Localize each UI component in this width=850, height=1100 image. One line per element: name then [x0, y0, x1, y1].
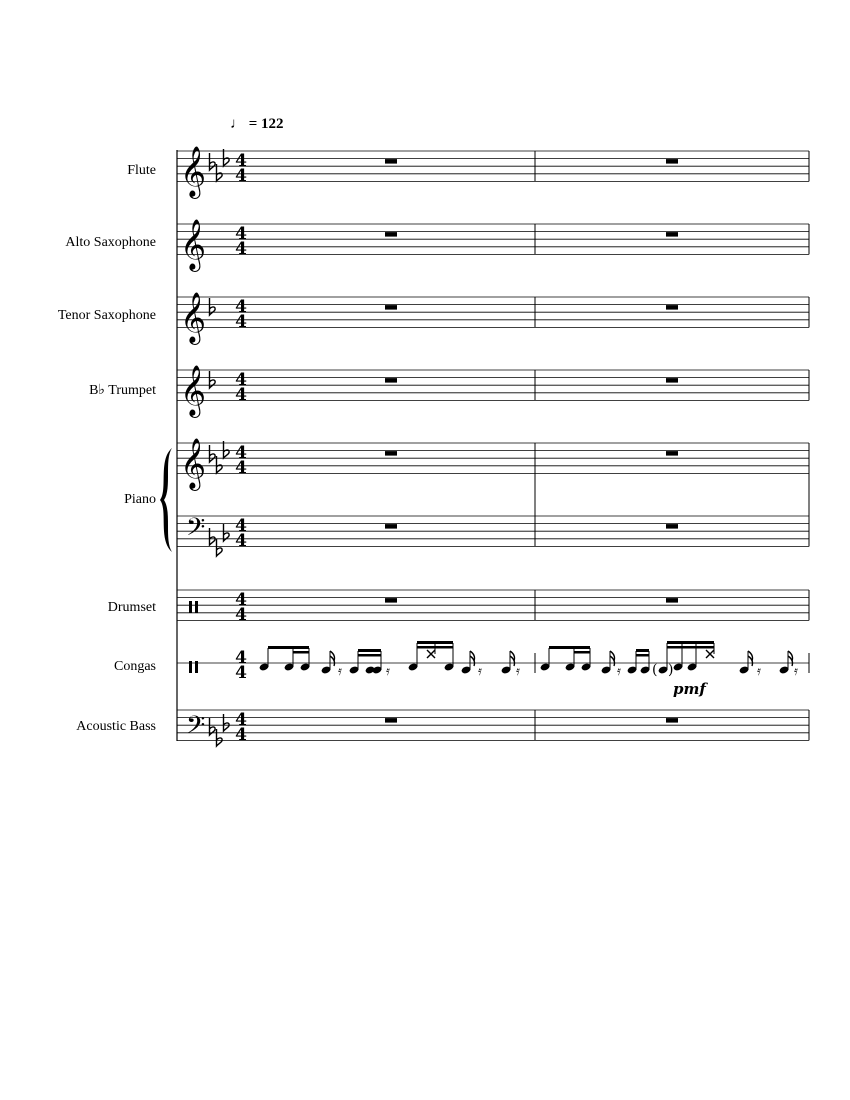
- percussion-clefs: [189, 601, 198, 673]
- quarter-note-icon: ♩: [230, 116, 245, 132]
- time-signature-numerator: 4: [235, 370, 247, 390]
- whole-rest: [385, 305, 397, 310]
- time-signature-denominator: 4: [235, 605, 247, 625]
- time-signature-numerator: 4: [235, 224, 247, 244]
- congas-measure-2: [540, 641, 798, 679]
- piano-brace: [160, 448, 172, 552]
- time-signature-numerator: 4: [235, 151, 247, 171]
- whole-rests: [385, 159, 678, 723]
- key-signatures: [210, 149, 230, 746]
- time-signature-denominator: 4: [235, 725, 247, 745]
- svg-text:𝄿: 𝄿: [386, 664, 390, 679]
- svg-text:𝄿: 𝄿: [794, 664, 798, 679]
- time-signature-denominator: 4: [235, 663, 247, 683]
- label-acoustic-bass: Acoustic Bass: [76, 719, 156, 734]
- percussion-clef-icon: [189, 661, 192, 673]
- treble-clef-icon: 𝄞: [180, 292, 207, 343]
- bass-clef-icon: 𝄢: [186, 711, 206, 746]
- svg-text:(: (: [652, 662, 658, 678]
- time-signature-denominator: 4: [235, 312, 247, 332]
- label-alto-saxophone: Alto Saxophone: [65, 235, 156, 250]
- time-signature-denominator: 4: [235, 385, 247, 405]
- time-signature-numerator: 4: [235, 516, 247, 536]
- label-flute: Flute: [127, 163, 156, 178]
- whole-rest: [385, 451, 397, 456]
- time-signature-denominator: 4: [235, 458, 247, 478]
- whole-rest: [385, 524, 397, 529]
- bass-clef-icon: 𝄢: [186, 513, 206, 548]
- svg-text:𝄿: 𝄿: [338, 664, 342, 679]
- dynamic-marking: pmf: [673, 680, 706, 698]
- whole-rest: [666, 159, 678, 164]
- whole-rest: [385, 378, 397, 383]
- svg-text:𝄿: 𝄿: [617, 664, 621, 679]
- whole-rest: [666, 451, 678, 456]
- congas-measure-1: [259, 641, 520, 679]
- treble-clef-icon: 𝄞: [180, 365, 207, 416]
- svg-text:𝄿: 𝄿: [757, 664, 761, 679]
- svg-text:𝄿: 𝄿: [478, 664, 482, 679]
- whole-rest: [666, 232, 678, 237]
- label-trumpet: B♭ Trumpet: [89, 383, 156, 398]
- percussion-clef-icon: [189, 601, 192, 613]
- whole-rest: [666, 598, 678, 603]
- time-signature-denominator: 4: [235, 531, 247, 551]
- whole-rest: [666, 718, 678, 723]
- whole-rest: [385, 718, 397, 723]
- whole-rest: [666, 305, 678, 310]
- svg-text:𝄿: 𝄿: [516, 664, 520, 679]
- svg-text:): ): [668, 662, 674, 678]
- time-signature-numerator: 4: [235, 590, 247, 610]
- time-signature-numerator: 4: [235, 297, 247, 317]
- label-congas: Congas: [114, 659, 156, 674]
- whole-rest: [666, 524, 678, 529]
- time-signature-denominator: 4: [235, 239, 247, 259]
- clefs: [180, 146, 206, 746]
- treble-clef-icon: 𝄞: [180, 219, 207, 270]
- time-signature-numerator: 4: [235, 648, 247, 668]
- time-signature-denominator: 4: [235, 166, 247, 186]
- time-signatures: [235, 151, 247, 745]
- whole-rest: [666, 378, 678, 383]
- treble-clef-icon: 𝄞: [180, 146, 207, 197]
- whole-rest: [385, 598, 397, 603]
- tempo-value: = 122: [248, 116, 284, 132]
- whole-rest: [385, 159, 397, 164]
- time-signature-numerator: 4: [235, 443, 247, 463]
- whole-rest: [385, 232, 397, 237]
- time-signature-numerator: 4: [235, 710, 247, 730]
- label-tenor-saxophone: Tenor Saxophone: [57, 308, 156, 323]
- label-drumset: Drumset: [107, 600, 156, 615]
- label-piano: Piano: [124, 492, 156, 507]
- treble-clef-icon: 𝄞: [180, 438, 207, 489]
